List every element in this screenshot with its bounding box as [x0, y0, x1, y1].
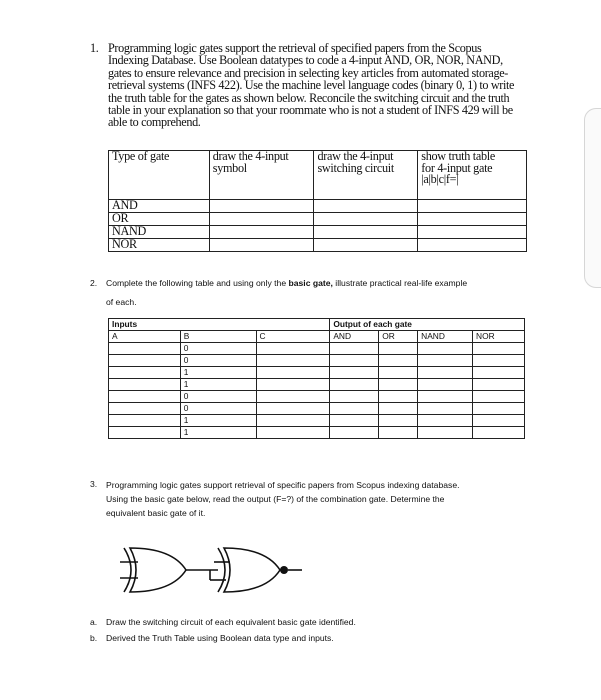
cell[interactable]: [330, 427, 379, 439]
b-value: 1: [180, 367, 256, 379]
header-symbol: draw the 4-input symbol: [209, 151, 314, 200]
header-truth-table: show truth table for 4-input gate |a|b|c|f=|: [418, 151, 527, 200]
col-b: B: [180, 331, 256, 343]
answer-cell[interactable]: [209, 213, 314, 226]
inputs-label: Inputs: [109, 319, 330, 331]
cell[interactable]: [330, 379, 379, 391]
b-value: 0: [180, 343, 256, 355]
table-row: [109, 391, 525, 403]
q1-line: Indexing Database. Use Boolean datatypes to code a 4-input AND, OR, NOR, NAND,: [108, 53, 503, 68]
q3-sub-items: [90, 614, 356, 646]
cell[interactable]: [109, 367, 181, 379]
answer-cell[interactable]: [209, 239, 314, 252]
cell[interactable]: [256, 367, 330, 379]
cell[interactable]: [379, 367, 418, 379]
cell[interactable]: [379, 391, 418, 403]
cell[interactable]: [379, 343, 418, 355]
q2-bold-text: basic gate,: [288, 278, 333, 288]
table-row: [109, 427, 525, 439]
output-label: Output of each gate: [330, 319, 525, 331]
cell[interactable]: [418, 379, 473, 391]
q3-number: 3.: [90, 479, 98, 489]
q1-line: Programming logic gates support the retrieval of specified papers from the Scopus: [108, 41, 482, 55]
q2-text: Complete the following table and using only the: [106, 278, 289, 288]
b-value: 1: [180, 379, 256, 391]
q1-table-header-row: [109, 151, 527, 200]
gate-name: OR: [109, 213, 210, 226]
cell[interactable]: [256, 427, 330, 439]
cell[interactable]: [473, 415, 525, 427]
cell[interactable]: [330, 391, 379, 403]
cell[interactable]: [418, 391, 473, 403]
answer-cell[interactable]: [314, 239, 418, 252]
answer-cell[interactable]: [418, 226, 527, 239]
table-row: [109, 239, 527, 252]
table-row: [109, 367, 525, 379]
side-scroll-handle[interactable]: [584, 108, 601, 288]
answer-cell[interactable]: [418, 213, 527, 226]
gate1-body: [130, 548, 186, 592]
q2-number: 2.: [90, 278, 98, 288]
cell[interactable]: [473, 403, 525, 415]
cell[interactable]: [379, 355, 418, 367]
sub-item-text: Draw the switching circuit of each equivalent basic gate identified.: [106, 617, 356, 627]
cell[interactable]: [473, 343, 525, 355]
cell[interactable]: [109, 415, 181, 427]
cell[interactable]: [330, 355, 379, 367]
q2-text: illustrate practical real-life example: [332, 278, 468, 288]
cell[interactable]: [379, 427, 418, 439]
q3-line: equivalent basic gate of it.: [106, 508, 206, 518]
answer-cell[interactable]: [418, 200, 527, 213]
sub-item-a: [90, 614, 356, 630]
q1-line: the truth table for the gates as shown below. Reconcile the switching circuit and the truth: [108, 90, 510, 105]
col-a: A: [109, 331, 181, 343]
sub-item-label: b.: [90, 633, 98, 643]
table-row: [109, 379, 525, 391]
cell[interactable]: [418, 403, 473, 415]
cell[interactable]: [379, 403, 418, 415]
cell[interactable]: [109, 379, 181, 391]
b-value: 1: [180, 415, 256, 427]
q2-group-header-row: [109, 319, 525, 331]
cell[interactable]: [109, 427, 181, 439]
cell[interactable]: [256, 343, 330, 355]
col-or: OR: [379, 331, 418, 343]
cell[interactable]: [473, 427, 525, 439]
cell[interactable]: [330, 343, 379, 355]
table-row: [109, 200, 527, 213]
cell[interactable]: [109, 391, 181, 403]
cell[interactable]: [418, 415, 473, 427]
cell[interactable]: [109, 403, 181, 415]
q1-line: able to comprehend.: [108, 115, 201, 130]
answer-cell[interactable]: [209, 200, 314, 213]
cell[interactable]: [330, 415, 379, 427]
table-row: [109, 213, 527, 226]
cell[interactable]: [473, 379, 525, 391]
answer-cell[interactable]: [314, 226, 418, 239]
b-value: 0: [180, 403, 256, 415]
answer-cell[interactable]: [418, 239, 527, 252]
cell[interactable]: [379, 379, 418, 391]
cell[interactable]: [256, 403, 330, 415]
col-nand: NAND: [418, 331, 473, 343]
q3-line: Programming logic gates support retrieval of specific papers from Scopus indexing database.: [106, 480, 460, 490]
answer-cell[interactable]: [209, 226, 314, 239]
gate1-back-curve: [124, 548, 131, 592]
cell[interactable]: [256, 391, 330, 403]
cell[interactable]: [256, 355, 330, 367]
q1-table: [108, 150, 527, 252]
inverter-bubble-icon: [280, 566, 288, 574]
b-value: 0: [180, 355, 256, 367]
cell[interactable]: [418, 355, 473, 367]
cell[interactable]: [109, 343, 181, 355]
q1-line: retrieval systems (INFS 422). Use the machine level language codes (binary 0, 1) to write: [108, 78, 515, 93]
table-row: [109, 355, 525, 367]
table-row: [109, 415, 525, 427]
col-and: AND: [330, 331, 379, 343]
sub-item-text: Derived the Truth Table using Boolean data type and inputs.: [106, 633, 334, 643]
col-c: C: [256, 331, 330, 343]
gate2-back-curve: [218, 548, 225, 592]
gate-name: AND: [109, 200, 210, 213]
xor-xnor-combination-diagram: [118, 540, 318, 600]
cell[interactable]: [109, 355, 181, 367]
col-nor: NOR: [473, 331, 525, 343]
cell[interactable]: [473, 391, 525, 403]
q1-line: table in your explanation so that your roommate who is not a student of INFS 429 will be: [108, 103, 513, 118]
q2-table: [108, 318, 525, 439]
sub-item-label: a.: [90, 617, 98, 627]
cell[interactable]: [330, 403, 379, 415]
table-row: [109, 343, 525, 355]
sub-item-b: [90, 630, 356, 646]
q2-column-header-row: [109, 331, 525, 343]
answer-cell[interactable]: [314, 213, 418, 226]
q2-line2: of each.: [106, 297, 137, 307]
b-value: 0: [180, 391, 256, 403]
gate-name: NAND: [109, 226, 210, 239]
cell[interactable]: [473, 367, 525, 379]
cell[interactable]: [330, 367, 379, 379]
cell[interactable]: [256, 415, 330, 427]
gate-name: NOR: [109, 239, 210, 252]
q1-paragraph: [108, 42, 548, 129]
q2-paragraph: [106, 277, 546, 309]
cell[interactable]: [256, 379, 330, 391]
q1-number: 1.: [90, 41, 99, 55]
q3-paragraph: [106, 478, 551, 520]
cell[interactable]: [379, 415, 418, 427]
cell[interactable]: [418, 427, 473, 439]
cell[interactable]: [418, 343, 473, 355]
q1-line: gates to ensure relevance and precision in selecting key articles from automated storage-: [108, 65, 508, 80]
q3-line: Using the basic gate below, read the output (F=?) of the combination gate. Determine the: [106, 494, 445, 504]
cell[interactable]: [473, 355, 525, 367]
answer-cell[interactable]: [314, 200, 418, 213]
table-row: [109, 226, 527, 239]
cell[interactable]: [418, 367, 473, 379]
header-type-of-gate: Type of gate: [109, 151, 210, 200]
gate2-body: [224, 548, 280, 592]
header-switching-circuit: draw the 4-input switching circuit: [314, 151, 418, 200]
b-value: 1: [180, 427, 256, 439]
table-row: [109, 403, 525, 415]
